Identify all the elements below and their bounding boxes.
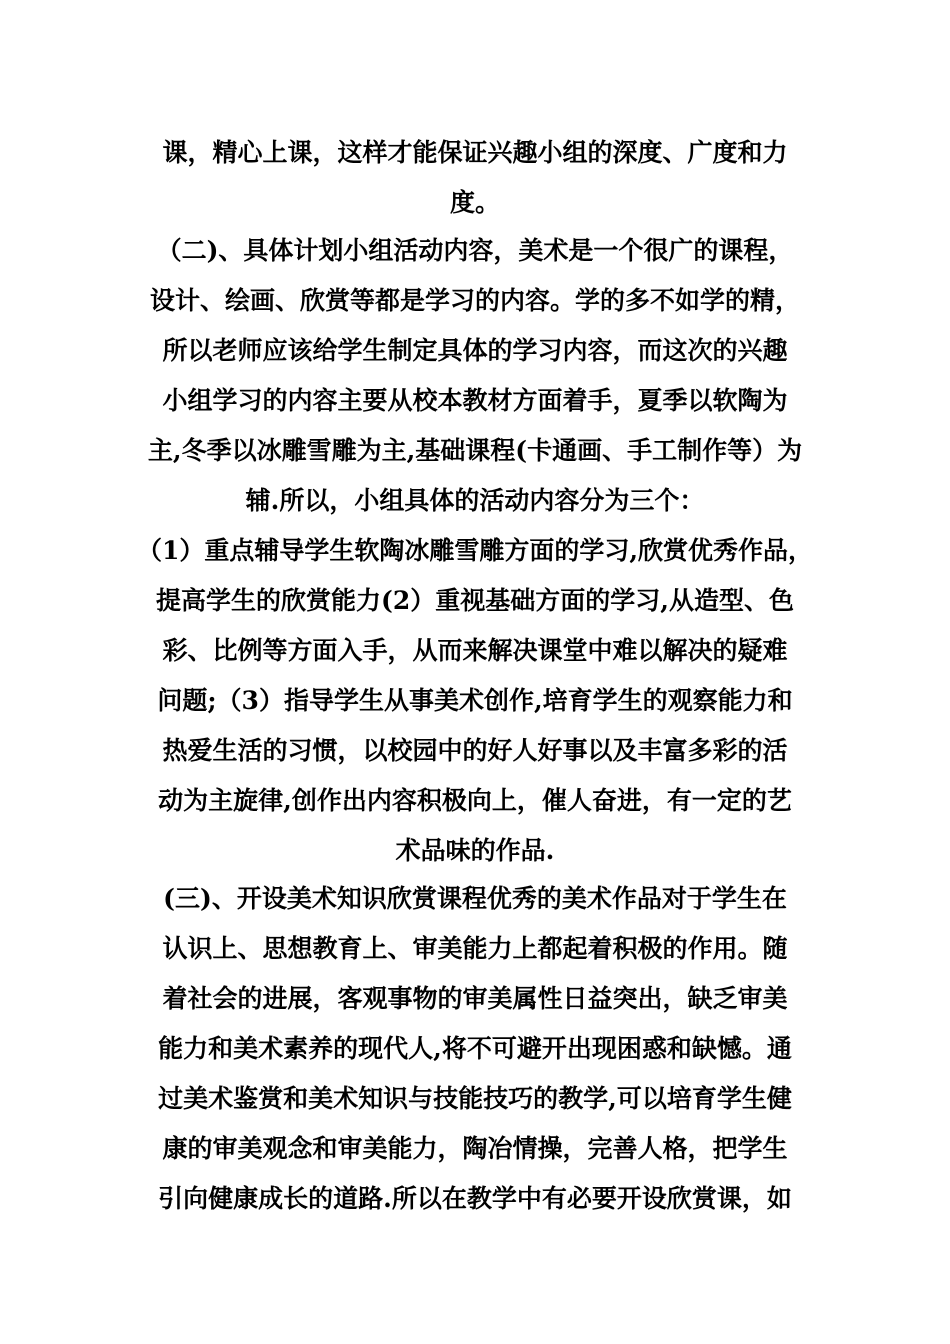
- text-line-5: 所以老师应该给学生制定具体的学习内容，而这次的兴趣: [162, 336, 788, 365]
- text-line-12: 问题;（3）指导学生从事美术创作,培育学生的观察能力和: [157, 686, 793, 715]
- text-line-21: 康的审美观念和审美能力，陶冶情操，完善人格，把学生: [162, 1134, 788, 1163]
- text-line-2: 度。: [449, 188, 500, 217]
- text-line-16: (三)、开设美术知识欣赏课程优秀的美术作品对于学生在: [163, 884, 787, 913]
- text-line-15: 术品味的作品.: [395, 836, 555, 865]
- text-line-4: 设计、绘画、欣赏等都是学习的内容。学的多不如学的精，: [149, 286, 800, 315]
- text-line-3: （二)、具体计划小组活动内容，美术是一个很广的课程，: [156, 236, 794, 265]
- text-line-18: 着社会的进展，客观事物的审美属性日益突出，缺乏审美: [162, 984, 788, 1013]
- text-line-14: 动为主旋律,创作出内容积极向上，催人奋进，有一定的艺: [158, 786, 792, 815]
- text-line-19: 能力和美术素养的现代人,将不可避开出现困惑和缺憾。通: [158, 1034, 792, 1063]
- text-line-6: 小组学习的内容主要从校本教材方面着手，夏季以软陶为: [162, 386, 788, 415]
- text-line-8: 辅.所以，小组具体的活动内容分为三个：: [245, 486, 705, 515]
- text-line-9: （1）重点辅导学生软陶冰雕雪雕方面的学习,欣赏优秀作品，: [136, 536, 814, 565]
- text-line-10: 提高学生的欣赏能力(2）重视基础方面的学习,从造型、色: [156, 586, 794, 615]
- text-line-11: 彩、比例等方面入手，从而来解决课堂中难以解决的疑难: [162, 636, 788, 665]
- text-line-22: 引向健康成长的道路.所以在教学中有必要开设欣赏课，如: [158, 1184, 792, 1213]
- text-line-1: 课，精心上课，这样才能保证兴趣小组的深度、广度和力: [162, 138, 788, 167]
- text-line-13: 热爱生活的习惯，以校园中的好人好事以及丰富多彩的活: [162, 736, 788, 765]
- text-line-20: 过美术鉴赏和美术知识与技能技巧的教学,可以培育学生健: [158, 1084, 792, 1113]
- text-line-17: 认识上、思想教育上、审美能力上都起着积极的作用。随: [162, 934, 788, 963]
- text-line-7: 主,冬季以冰雕雪雕为主,基础课程(卡通画、手工制作等）为: [147, 436, 803, 465]
